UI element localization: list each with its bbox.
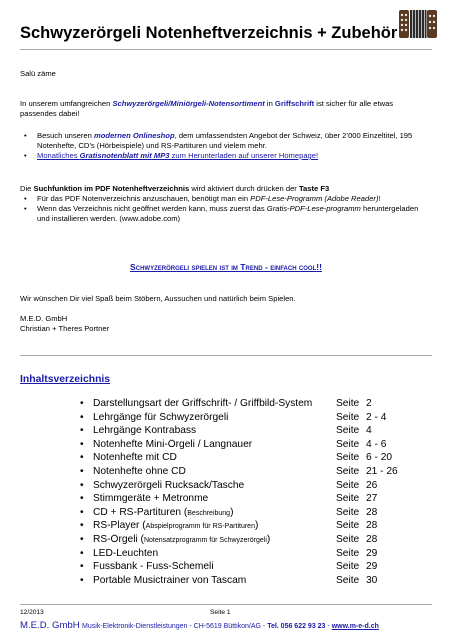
toc-item-seite: Seite xyxy=(336,533,360,545)
footer-description: Musik-Elektronik-Dienstleistungen - CH-5619 Büttikon/AG - xyxy=(82,623,268,630)
list-item xyxy=(20,131,430,151)
slogan-part2: einfach cool!! xyxy=(270,262,322,272)
intro-bold: Griffschrift xyxy=(274,99,315,108)
intro-bullet-list xyxy=(20,131,430,161)
toc-item-page: 21 - 26 xyxy=(366,465,398,477)
toc-item-label: • Notenhefte Mini-Örgeli / Langnauer xyxy=(93,438,253,450)
toc-item[interactable] xyxy=(80,398,410,412)
toc-item-label: • RS-Player (Abspielprogramm für RS-Partituren) xyxy=(93,520,259,532)
slogan xyxy=(0,262,452,272)
toc-item-seite: Seite xyxy=(336,506,360,518)
search-bold: Suchfunktion im PDF Notenheftverzeichnis xyxy=(33,184,190,193)
toc-item-seite: Seite xyxy=(336,411,360,423)
toc-item-label: • Lehrgänge Kontrabass xyxy=(93,425,197,437)
toc-item-seite: Seite xyxy=(336,425,360,437)
toc-item[interactable] xyxy=(80,561,410,575)
intro-text-mid: in xyxy=(264,99,275,108)
slogan-part1: Schwyzerörgeli spielen ist im Trend xyxy=(130,262,263,272)
toc-item-label: • Notenhefte ohne CD xyxy=(93,465,186,477)
toc-item-page: 27 xyxy=(366,493,378,505)
toc-item[interactable] xyxy=(80,493,410,507)
bullet-text: Monatliches xyxy=(37,151,80,160)
footer-phone: Tel. 056 622 93 23 xyxy=(267,623,326,630)
onlineshop-highlight: modernen Onlineshop xyxy=(94,131,175,140)
toc-item[interactable] xyxy=(80,480,410,494)
bullet-text: ! xyxy=(378,194,381,203)
toc-item-page: 2 - 4 xyxy=(366,411,387,423)
toc-item-label: • CD + RS-Partituren (Beschreibung) xyxy=(93,506,234,518)
toc-item[interactable] xyxy=(80,520,410,534)
toc-item-seite: Seite xyxy=(336,438,360,450)
greeting: Salü zäme xyxy=(20,69,56,78)
toc-item-page: 28 xyxy=(366,533,378,545)
closing-names: Christian + Theres Portner xyxy=(20,324,110,333)
toc-item-seite: Seite xyxy=(336,547,360,559)
toc-item-page: 6 - 20 xyxy=(366,452,393,464)
bullet-text: heruntergeladen und installieren werden. (www.adobe.com) xyxy=(37,204,419,223)
footer-website-link[interactable]: www.m-e-d.ch xyxy=(331,623,379,630)
toc-item-seite: Seite xyxy=(336,465,360,477)
toc-item-page: 29 xyxy=(366,547,378,559)
intro-paragraph xyxy=(20,99,430,119)
toc-item-page: 4 - 6 xyxy=(366,438,387,450)
toc-item-page: 28 xyxy=(366,520,378,532)
toc-item[interactable] xyxy=(80,507,410,521)
toc-item[interactable] xyxy=(80,425,410,439)
bullet-text: , dem umfassendsten Angebot der Schweiz, über 2’000 Einzeltitel, 195 Notenhefte, CD’s (Hörbeispiele) und RS-Partituren und vielem mehr. xyxy=(37,131,413,150)
search-text: Die xyxy=(20,184,34,193)
accordion-icon xyxy=(398,4,438,44)
toc-item-label: • Notenhefte mit CD xyxy=(93,452,177,464)
toc-list xyxy=(80,398,410,588)
toc-item-seite: Seite xyxy=(336,479,360,491)
toc-item[interactable] xyxy=(80,452,410,466)
toc-item-seite: Seite xyxy=(336,574,360,586)
intro-highlight: Schwyzerörgeli/Miniörgeli-Notensortiment xyxy=(112,99,265,108)
bullet-text: Für das PDF Notenverzeichnis anzuschauen, benötigt man ein xyxy=(37,194,251,203)
closing-wish: Wir wünschen Dir viel Spaß beim Stöbern, Aussuchen und natürlich beim Spielen. xyxy=(20,294,296,303)
toc-item-seite: Seite xyxy=(336,493,360,505)
search-bullet-list xyxy=(20,194,430,224)
toc-item-label: • Stimmgeräte + Metronme xyxy=(93,493,209,505)
search-text: wird aktiviert durch drücken der xyxy=(189,184,299,193)
toc-item-page: 2 xyxy=(366,398,372,409)
bullet-text: Wenn das Verzeichnis nicht geöffnet werden kann, muss zuerst das xyxy=(37,204,267,213)
toc-item-page: 4 xyxy=(366,425,372,437)
search-hint xyxy=(20,184,430,194)
toc-item-seite: Seite xyxy=(336,520,360,532)
toc-item-label: • Fussbank - Fuss-Schemeli xyxy=(93,561,214,573)
list-item xyxy=(20,194,430,204)
toc-item[interactable] xyxy=(80,548,410,562)
toc-item[interactable] xyxy=(80,412,410,426)
closing-company: M.E.D. GmbH xyxy=(20,314,68,323)
bullet-text: Besuch unseren xyxy=(37,131,94,140)
toc-item-seite: Seite xyxy=(336,398,360,409)
toc-item[interactable] xyxy=(80,575,410,589)
footer-line xyxy=(20,620,379,631)
list-item xyxy=(20,204,430,224)
toc-item-page: 26 xyxy=(366,479,378,491)
toc-item-page: 28 xyxy=(366,506,378,518)
toc-item[interactable] xyxy=(80,534,410,548)
search-key: Taste F3 xyxy=(298,184,330,193)
bullet-text: zum Herunterladen auf unserer Homepage! xyxy=(169,151,319,160)
toc-item-label: • Darstellungsart der Griffschrift- / Griffbild-System xyxy=(93,398,313,409)
toc-item-label: • Portable Musictrainer von Tascam xyxy=(93,574,247,586)
toc-item-page: 30 xyxy=(366,574,378,586)
bullet-italic: PDF-Lese-Programm (Adobe Reader) xyxy=(250,194,379,203)
toc-item-page: 29 xyxy=(366,561,378,573)
intro-text-before: In unserem umfangreichen xyxy=(20,99,113,108)
bullet-italic: Gratis-PDF-Lese-programm xyxy=(266,204,361,213)
header-rule xyxy=(20,49,432,50)
gratis-highlight: Gratisnotenblatt mit MP3 xyxy=(79,151,170,160)
footer-page-number: Seite 1 xyxy=(210,609,231,616)
toc-item-label: • Schwyzerörgeli Rucksack/Tasche xyxy=(93,479,245,491)
footer-separator: - xyxy=(325,623,332,630)
slogan-separator: - xyxy=(262,262,271,272)
toc-item[interactable] xyxy=(80,466,410,480)
toc-item-label: • RS-Örgeli (Notensatzprogramm für Schwyzerörgeli) xyxy=(93,533,271,545)
section-rule xyxy=(20,355,432,356)
footer-rule xyxy=(20,604,432,605)
page-title: Schwyzerörgeli Notenheftverzeichnis + Zubehör xyxy=(20,24,398,42)
toc-item-seite: Seite xyxy=(336,561,360,573)
intro-text-after: ist sicher für alle etwas passendes dabei! xyxy=(20,99,394,118)
toc-item[interactable] xyxy=(80,439,410,453)
footer-date: 12/2013 xyxy=(20,609,44,616)
toc-item-label: • Lehrgänge für Schwyzerörgeli xyxy=(93,411,229,423)
list-item xyxy=(20,151,430,161)
toc-item-label: • LED-Leuchten xyxy=(93,547,159,559)
footer-company: M.E.D. GmbH xyxy=(20,620,80,631)
toc-item-seite: Seite xyxy=(336,452,360,464)
toc-heading: Inhaltsverzeichnis xyxy=(20,374,111,385)
